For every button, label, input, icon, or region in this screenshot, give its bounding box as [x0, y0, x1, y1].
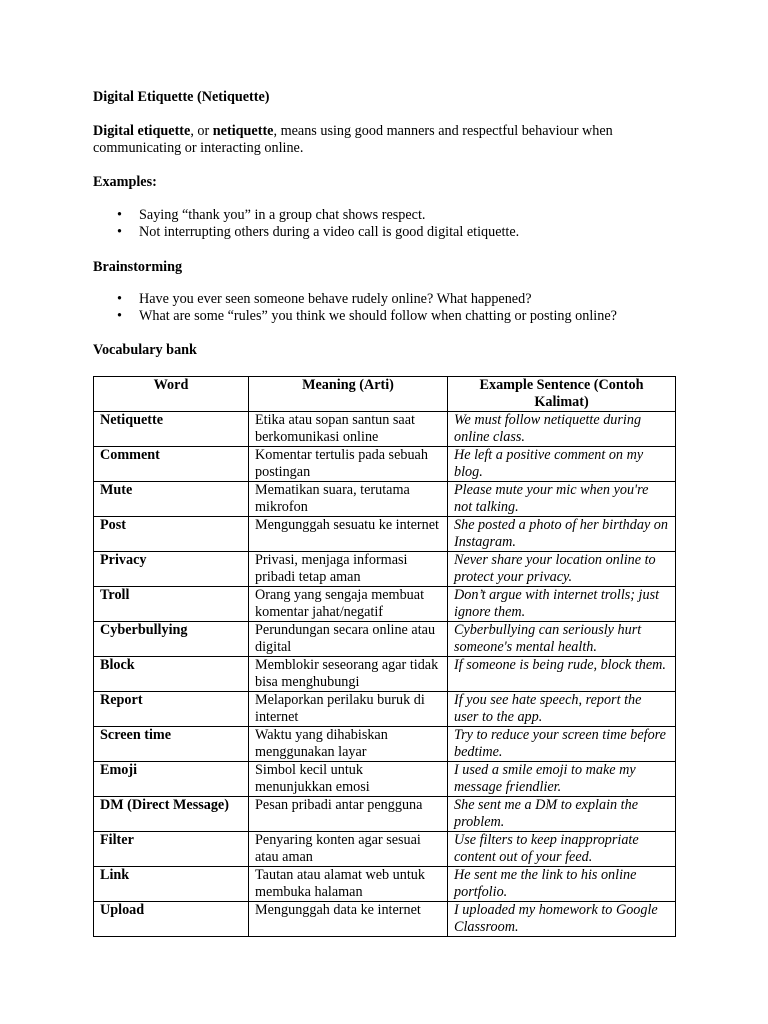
meaning-cell: Komentar tertulis pada sebuah postingan [249, 447, 448, 482]
word-cell: Emoji [94, 762, 249, 797]
meaning-cell: Penyaring konten agar sesuai atau aman [249, 832, 448, 867]
example-cell: I uploaded my homework to Google Classroom. [448, 902, 676, 937]
list-item [93, 308, 693, 325]
table-row [94, 622, 676, 657]
table-row [94, 867, 676, 902]
bullet-icon: • [117, 291, 122, 307]
word-cell: Troll [94, 587, 249, 622]
list-item [93, 224, 693, 241]
table-row [94, 517, 676, 552]
list-item-text: Not interrupting others during a video call is good digital etiquette. [139, 224, 520, 240]
example-cell: We must follow netiquette during online class. [448, 412, 676, 447]
example-cell: If someone is being rude, block them. [448, 657, 676, 692]
bullet-icon: • [117, 308, 122, 324]
example-cell: Use filters to keep inappropriate content out of your feed. [448, 832, 676, 867]
word-cell: Mute [94, 482, 249, 517]
table-row [94, 832, 676, 867]
table-row [94, 727, 676, 762]
meaning-cell: Perundungan secara online atau digital [249, 622, 448, 657]
example-cell: Never share your location online to protect your privacy. [448, 552, 676, 587]
table-row [94, 412, 676, 447]
word-cell: Report [94, 692, 249, 727]
bullet-icon: • [117, 207, 122, 223]
example-cell: Please mute your mic when you're not talking. [448, 482, 676, 517]
term-digital-etiquette: Digital etiquette [93, 123, 191, 139]
table-row [94, 657, 676, 692]
example-cell: If you see hate speech, report the user to the app. [448, 692, 676, 727]
example-cell: Don’t argue with internet trolls; just ignore them. [448, 587, 676, 622]
examples-heading: Examples: [93, 174, 157, 190]
word-cell: Upload [94, 902, 249, 937]
example-cell: She posted a photo of her birthday on Instagram. [448, 517, 676, 552]
word-cell: Post [94, 517, 249, 552]
meaning-cell: Pesan pribadi antar pengguna [249, 797, 448, 832]
word-cell: Comment [94, 447, 249, 482]
meaning-cell: Simbol kecil untuk menunjukkan emosi [249, 762, 448, 797]
word-cell: Privacy [94, 552, 249, 587]
example-cell: He sent me the link to his online portfolio. [448, 867, 676, 902]
list-item [93, 207, 693, 224]
brainstorming-heading: Brainstorming [93, 259, 183, 275]
table-row [94, 762, 676, 797]
word-cell: Netiquette [94, 412, 249, 447]
table-row [94, 552, 676, 587]
meaning-cell: Waktu yang dihabiskan menggunakan layar [249, 727, 448, 762]
meaning-cell: Mematikan suara, terutama mikrofon [249, 482, 448, 517]
table-row [94, 447, 676, 482]
table-row [94, 587, 676, 622]
intro-paragraph [93, 123, 673, 157]
example-cell: Try to reduce your screen time before bedtime. [448, 727, 676, 762]
example-cell: I used a smile emoji to make my message friendlier. [448, 762, 676, 797]
table-row [94, 902, 676, 937]
meaning-cell: Memblokir seseorang agar tidak bisa menghubungi [249, 657, 448, 692]
meaning-cell: Mengunggah sesuatu ke internet [249, 517, 448, 552]
list-item-text: Saying “thank you” in a group chat shows respect. [139, 207, 426, 223]
brainstorming-list [93, 291, 693, 325]
meaning-cell: Tautan atau alamat web untuk membuka halaman [249, 867, 448, 902]
word-cell: DM (Direct Message) [94, 797, 249, 832]
intro-sep: , or [190, 123, 213, 139]
list-item-text: What are some “rules” you think we should follow when chatting or posting online? [139, 308, 617, 324]
meaning-cell: Mengunggah data ke internet [249, 902, 448, 937]
meaning-cell: Melaporkan perilaku buruk di internet [249, 692, 448, 727]
examples-list [93, 207, 693, 241]
meaning-cell: Privasi, menjaga informasi pribadi tetap aman [249, 552, 448, 587]
header-word: Word [94, 377, 249, 412]
example-cell: Cyberbullying can seriously hurt someone's mental health. [448, 622, 676, 657]
header-example: Example Sentence (Contoh Kalimat) [448, 377, 676, 412]
example-cell: She sent me a DM to explain the problem. [448, 797, 676, 832]
page-title: Digital Etiquette (Netiquette) [93, 89, 270, 105]
word-cell: Cyberbullying [94, 622, 249, 657]
table-row [94, 797, 676, 832]
example-cell: He left a positive comment on my blog. [448, 447, 676, 482]
list-item-text: Have you ever seen someone behave rudely online? What happened? [139, 291, 532, 307]
table-row [94, 482, 676, 517]
list-item [93, 291, 693, 308]
word-cell: Filter [94, 832, 249, 867]
meaning-cell: Etika atau sopan santun saat berkomunikasi online [249, 412, 448, 447]
word-cell: Link [94, 867, 249, 902]
bullet-icon: • [117, 224, 122, 240]
meaning-cell: Orang yang sengaja membuat komentar jahat/negatif [249, 587, 448, 622]
vocabulary-heading: Vocabulary bank [93, 342, 197, 358]
vocabulary-table [93, 376, 676, 937]
table-row [94, 692, 676, 727]
intro-rest: , means using good manners and respectful behaviour when communicating or interacting online. [93, 123, 613, 156]
word-cell: Screen time [94, 727, 249, 762]
table-header-row [94, 377, 676, 412]
header-meaning: Meaning (Arti) [249, 377, 448, 412]
word-cell: Block [94, 657, 249, 692]
term-netiquette: netiquette [212, 123, 274, 139]
